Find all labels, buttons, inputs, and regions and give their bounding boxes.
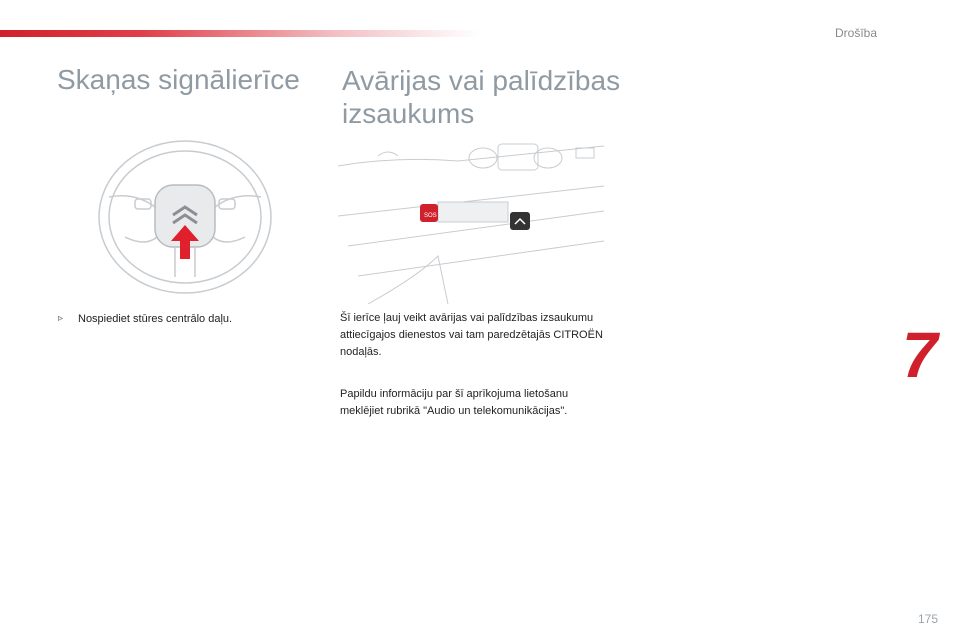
header-accent-bar	[0, 30, 480, 37]
assistance-button	[510, 212, 530, 230]
horn-instruction-text: Nospiediet stūres centrālo daļu.	[78, 313, 233, 325]
svg-text:SOS: SOS	[424, 213, 437, 219]
steering-wheel-illustration	[95, 137, 275, 297]
chapter-number: 7	[902, 319, 938, 391]
overhead-console-illustration	[338, 126, 604, 304]
horn-instruction	[58, 313, 232, 325]
bullet-icon: ▹	[58, 313, 64, 324]
horn-title: Skaņas signālierīce	[57, 64, 300, 95]
emergency-call-title: Avārijas vai palīdzības izsaukums	[342, 65, 621, 129]
page-number: 175	[917, 612, 938, 626]
emergency-paragraph-2: Papildu informāciju par šī aprīkojuma lietošanu meklējiet rubrikā "Audio un telekomunikācijas".	[340, 388, 569, 417]
section-label: Drošība	[835, 26, 878, 40]
emergency-paragraph-1: Šī ierīce ļauj veikt avārijas vai palīdzības izsaukumu attiecīgajos dienestos vai tam paredzētajās CITROËN nodaļās.	[340, 312, 603, 358]
